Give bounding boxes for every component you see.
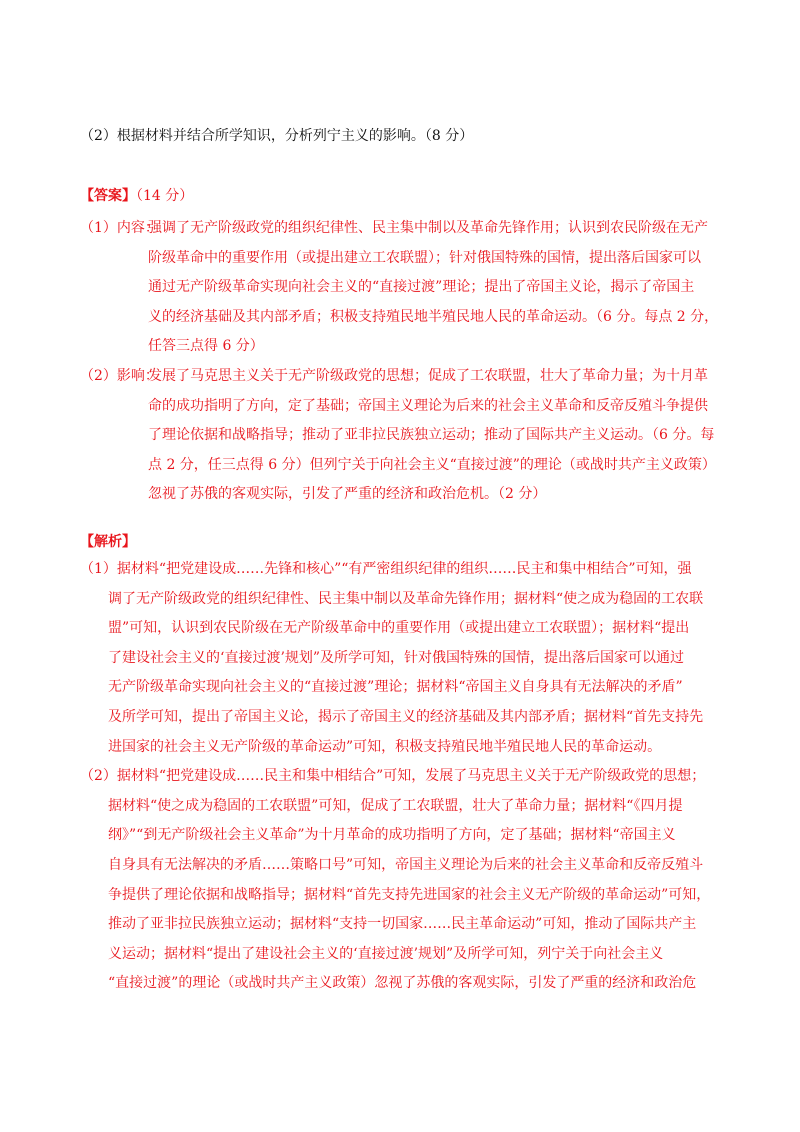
analysis-line: （2）据材料“把党建设成……民主和集中相结合”可知，发展了马克思主义关于无产阶级政党的思想； — [80, 768, 706, 785]
analysis-header — [80, 532, 136, 552]
analysis-line: 及所学可知，提出了帝国主义论，揭示了帝国主义的经济基础及其内部矛盾；据材料“首先支持先 — [108, 708, 704, 725]
analysis-line: 义运动；据材料“提出了建设社会主义的‘直接过渡’规划”及所学可知，列宁关于向社会主义 — [108, 945, 664, 962]
analysis-line: 进国家的社会主义无产阶级的革命运动”可知，积极支持殖民地半殖民地人民的革命运动。 — [108, 738, 662, 755]
question-text: （2）根据材料并结合所学知识，分析列宁主义的影响。（8 分） — [80, 128, 474, 144]
answer-title: 【答案】 — [80, 188, 136, 204]
analysis-item-1 — [80, 555, 740, 762]
answer-line: 阶级革命中的重要作用（或提出建立工农联盟）；针对俄国特殊的国情，提出落后国家可以 — [148, 249, 701, 266]
answer-line: 任答三点得 6 分） — [148, 338, 264, 355]
answer-section — [80, 214, 720, 510]
analysis-title: 【解析】 — [80, 534, 136, 550]
analysis-line: （1）据材料“把党建设成……先锋和核心”“有严密组织纪律的组织……民主和集中相结合”可知，强 — [80, 561, 692, 577]
analysis-line: 了建设社会主义的‘直接过渡’规划”及所学可知，针对俄国特殊的国情，提出落后国家可以通过 — [108, 649, 685, 666]
answer-line: 通过无产阶级革命实现向社会主义的“直接过渡”理论；提出了帝国主义论，揭示了帝国主 — [148, 279, 695, 296]
answer-line: 了理论依据和战略指导；推动了亚非拉民族独立运动；推动了国际共产主义运动。（6 分。每 — [148, 427, 715, 444]
answer-line: 发展了马克思主义关于无产阶级政党的思想；促成了工农联盟，壮大了革命力量；为十月革 — [148, 367, 708, 384]
answer-score: （14 分） — [136, 188, 194, 204]
analysis-line: 盟”可知，认识到农民阶级在无产阶级革命中的重要作用（或提出建立工农联盟）；据材料“提出 — [108, 620, 690, 637]
answer-item-lead: （1）内容： — [80, 220, 159, 236]
answer-item-lead: （2）影响： — [80, 367, 159, 384]
analysis-line: 推动了亚非拉民族独立运动；据材料“支持一切国家……民主革命运动”可知，推动了国际共产主 — [108, 916, 697, 933]
answer-line: 点 2 分，任三点得 6 分）但列宁关于向社会主义“直接过渡”的理论（或战时共产主义政策） — [148, 456, 716, 473]
analysis-line: “直接过渡”的理论（或战时共产主义政策）忽视了苏俄的客观实际，引发了严重的经济和政治危 — [108, 975, 697, 992]
analysis-line: 调了无产阶级政党的组织纪律性、民主集中制以及革命先锋作用；据材料“使之成为稳固的工农联 — [108, 590, 704, 607]
answer-line: 强调了无产阶级政党的组织纪律性、民主集中制以及革命先锋作用；认识到农民阶级在无产 — [148, 220, 708, 236]
analysis-line: 争提供了理论依据和战略指导；据材料“首先支持先进国家的社会主义无产阶级的革命运动”可知， — [108, 886, 711, 903]
answer-item-influence — [80, 362, 720, 510]
answer-line: 忽视了苏俄的客观实际，引发了严重的经济和政治危机。（2 分） — [148, 486, 547, 503]
analysis-line: 自身具有无法解决的矛盾……策略口号”可知，帝国主义理论为后来的社会主义革命和反帝反殖斗 — [108, 856, 704, 873]
answer-item-content — [80, 214, 720, 362]
analysis-section — [80, 555, 740, 999]
answer-line: 命的成功指明了方向，定了基础；帝国主义理论为后来的社会主义革命和反帝反殖斗争提供 — [148, 397, 708, 414]
answer-line: 义的经济基础及其内部矛盾；积极支持殖民地半殖民地人民的革命运动。（6 分。每点 2 分， — [148, 308, 719, 325]
answer-header — [80, 186, 193, 206]
analysis-line: 据材料“使之成为稳固的工农联盟”可知，促成了工农联盟，壮大了革命力量；据材料“《四月提 — [108, 797, 683, 814]
analysis-item-2 — [80, 762, 740, 999]
question-2 — [80, 126, 720, 146]
analysis-line: 无产阶级革命实现向社会主义的“直接过渡”理论；据材料“帝国主义自身具有无法解决的矛盾” — [108, 679, 683, 696]
analysis-line: 纲》”“到无产阶级社会主义革命”为十月革命的成功指明了方向，定了基础；据材料“帝国主义 — [108, 827, 676, 844]
